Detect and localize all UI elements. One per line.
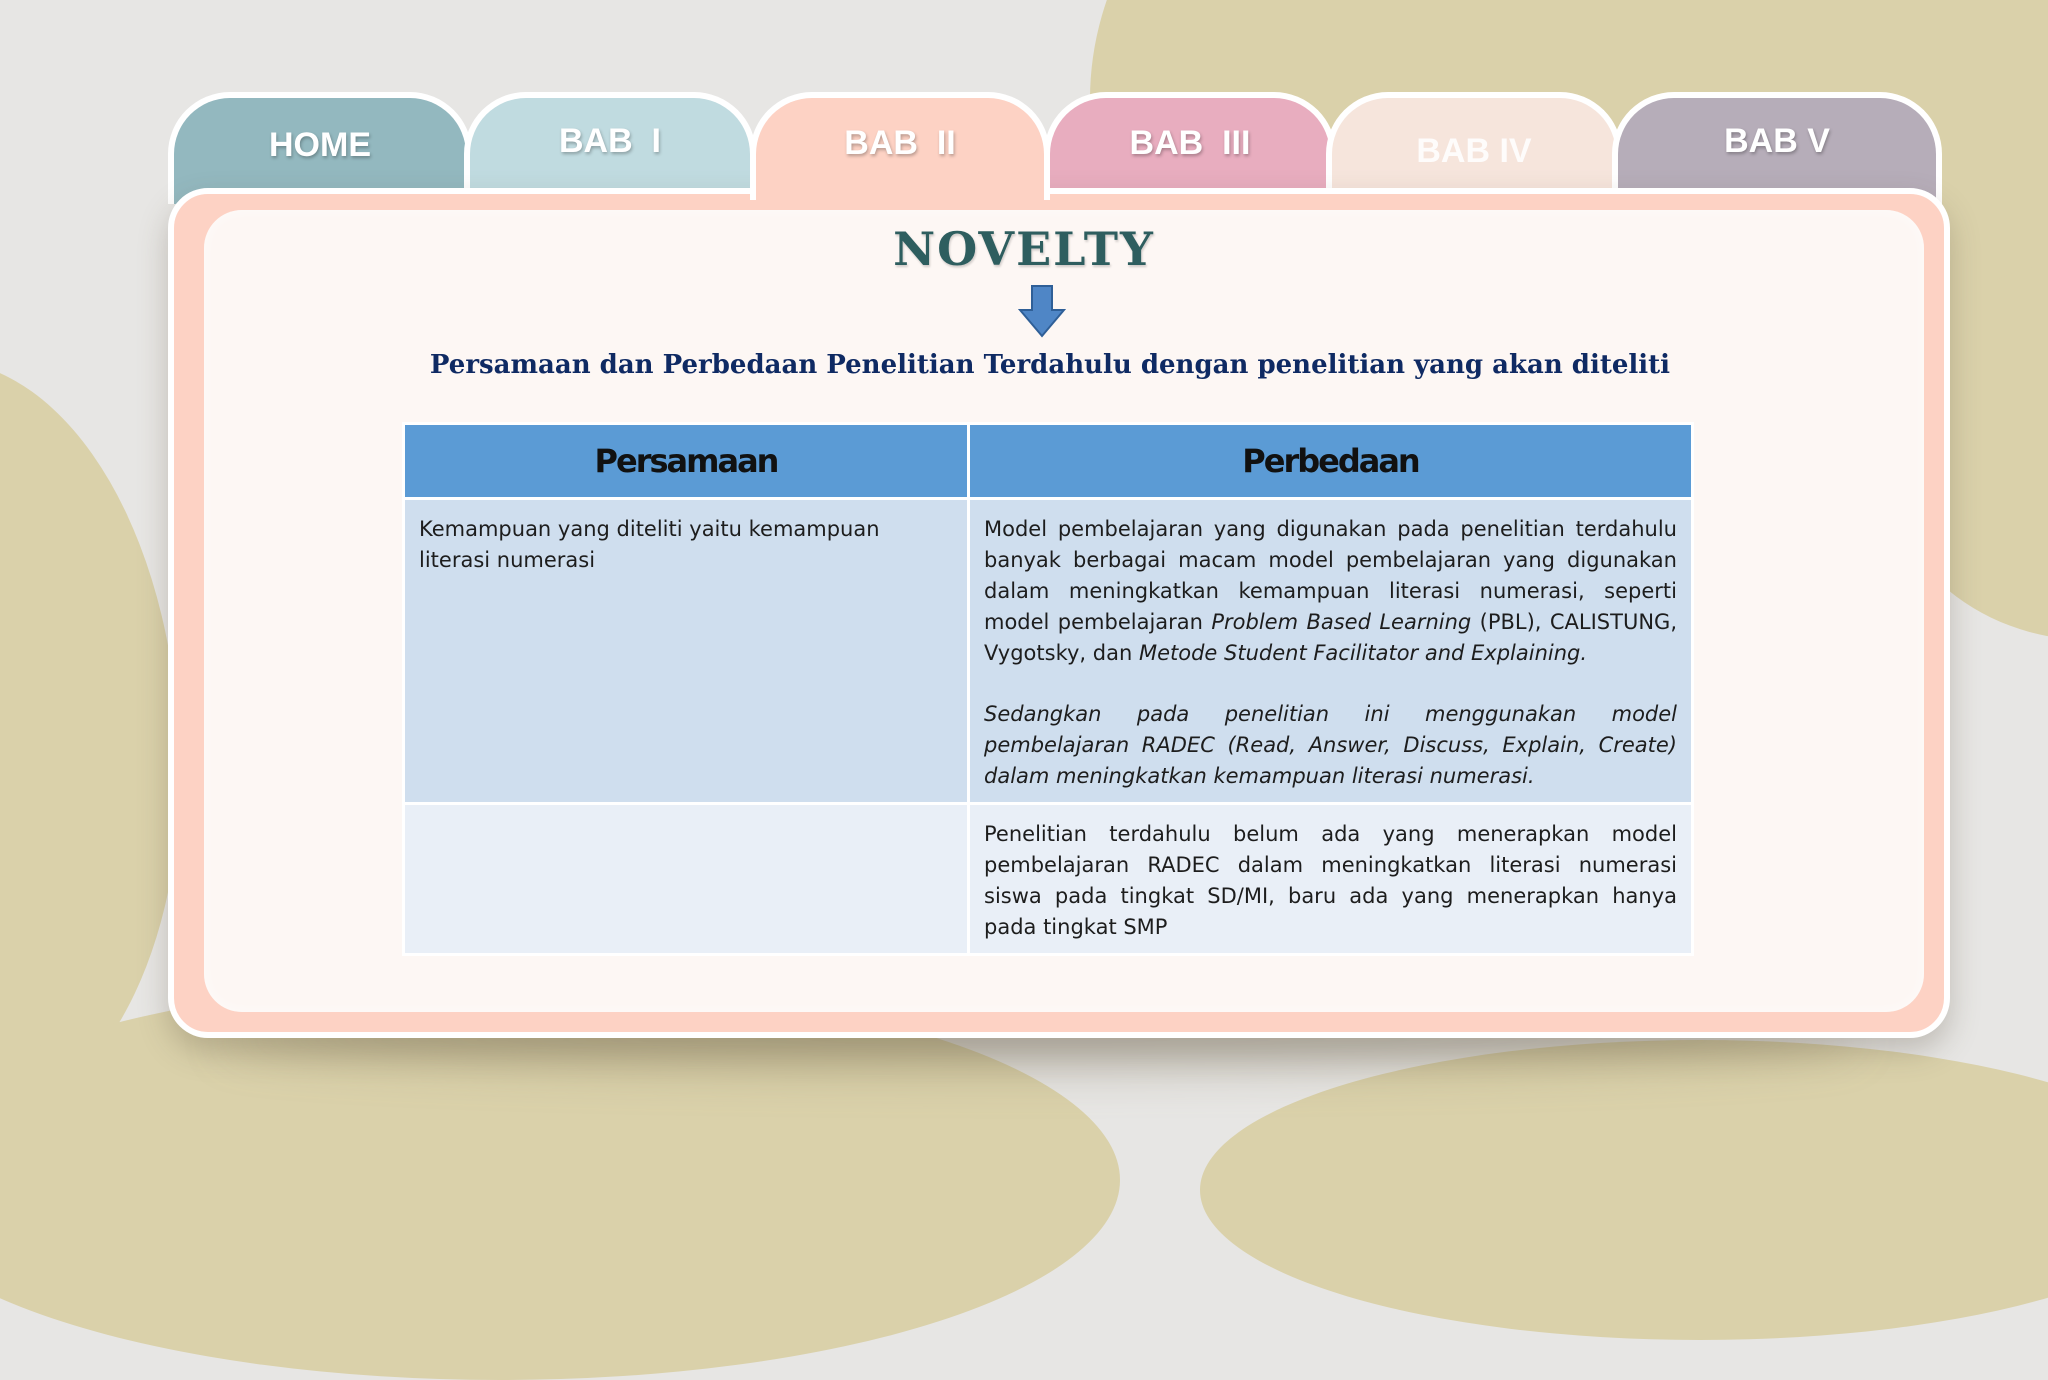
- tab-label: BAB I: [559, 122, 661, 160]
- header-perbedaan: Perbedaan: [969, 424, 1693, 499]
- table-row: [404, 804, 1693, 955]
- text-fragment: Metode Student Facilitator and Explaining.: [1138, 641, 1588, 665]
- cell-persamaan: [404, 499, 969, 804]
- text-fragment: (PBL), CALISTUNG, Vygotsky, dan: [984, 610, 1677, 665]
- tab-connector: [756, 192, 1044, 202]
- subtitle: Persamaan dan Perbedaan Penelitian Terdahulu dengan penelitian yang akan diteliti: [429, 350, 1671, 380]
- background-blob: [1200, 1040, 2048, 1340]
- table-row: [404, 499, 1693, 804]
- tab-label: BAB II: [844, 124, 956, 162]
- header-persamaan: Persamaan: [404, 424, 969, 499]
- cell-perbedaan: [969, 804, 1693, 955]
- cell-perbedaan: [969, 499, 1693, 804]
- tab-label: BAB IV: [1416, 132, 1532, 170]
- perbedaan-paragraph-1: [984, 514, 1677, 669]
- cell-text: Penelitian terdahulu belum ada yang menerapkan model pembelajaran RADEC dalam meningkatkan literasi numerasi siswa pada tingkat SD/MI, baru ada yang menerapkan hanya pada tingkat SMP: [984, 822, 1677, 939]
- text-fragment: Model pembelajaran yang digunakan pada penelitian terdahulu banyak berbagai macam model pembelajaran yang digunakan dalam meningkatkan kemampuan literasi numerasi, seperti model pembelajaran: [984, 517, 1677, 634]
- perbedaan-paragraph-2: [984, 699, 1677, 792]
- tab-label: HOME: [269, 126, 371, 164]
- text-fragment: Sedangkan pada penelitian ini menggunakan model pembelajaran RADEC (Read, Answer, Discuss, Explain, Create) dalam meningkatkan kemampuan literasi numerasi.: [984, 702, 1677, 788]
- cell-persamaan: [404, 804, 969, 955]
- paragraph-gap: [984, 669, 1677, 699]
- table-header-row: [404, 424, 1693, 499]
- comparison-table: [402, 422, 1694, 956]
- cell-text: Kemampuan yang diteliti yaitu kemampuan literasi numerasi: [419, 517, 880, 572]
- page-title: NOVELTY: [893, 222, 1155, 276]
- tab-bab-2[interactable]: [750, 92, 1050, 200]
- background-blob: [0, 360, 180, 1120]
- tab-label: BAB III: [1129, 124, 1251, 162]
- tab-label: BAB V: [1724, 122, 1830, 160]
- down-arrow-icon: [1018, 284, 1066, 338]
- text-fragment: Problem Based Learning: [1211, 610, 1472, 634]
